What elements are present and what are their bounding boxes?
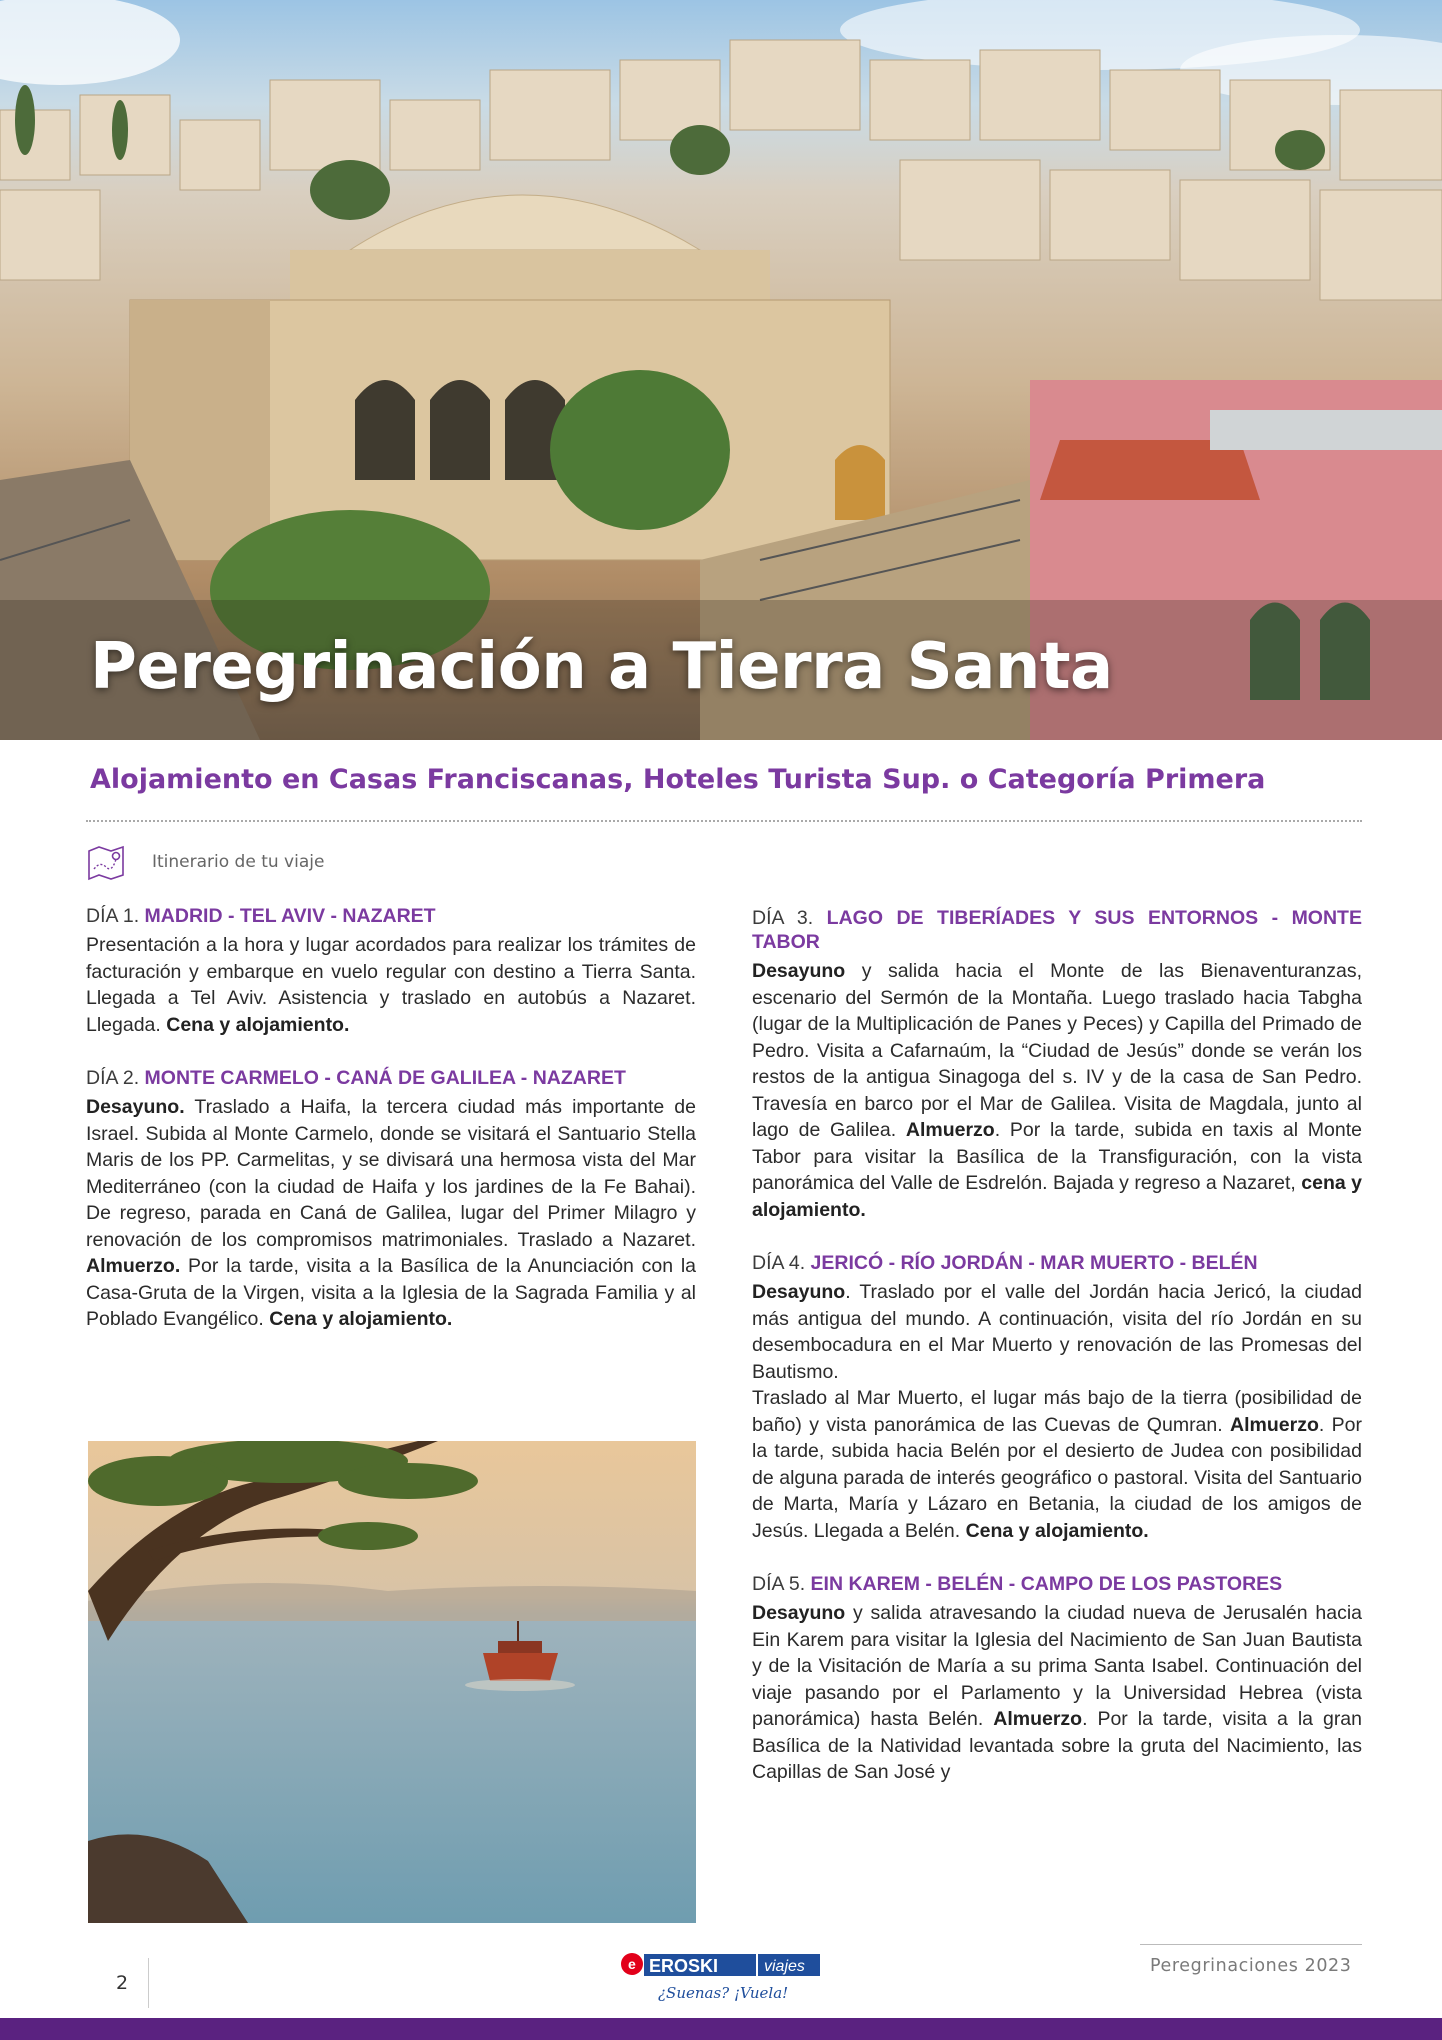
day-route: JERICÓ - RÍO JORDÁN - MAR MUERTO - BELÉN [810,1252,1258,1274]
page-number-divider [148,1958,149,2008]
day-3 [752,906,1362,1223]
day-heading [86,904,696,928]
day-number: DÍA 2. [86,1067,140,1089]
bottom-color-bar [0,2018,1442,2040]
dotted-divider [86,820,1362,822]
day-number: DÍA 1. [86,905,140,927]
day-route: MADRID - TEL AVIV - NAZARET [144,905,436,927]
day-route: LAGO DE TIBERÍADES Y SUS ENTORNOS - MONTE TABOR [752,907,1362,953]
page-number: 2 [116,1972,129,1994]
day-4 [752,1251,1362,1544]
day-description: Desayuno. Traslado a Haifa, la tercera ciudad más importante de Israel. Subida al Monte Carmelo, donde se visitará el Santuario Stella Maris de los PP. Carmelitas, y se divisará una hermosa vista del Mar Mediterráneo (con la ciudad de Haifa y los jardines de la Fe Bahai). De regreso, parada en Caná de Galilea, lugar del Primer Milagro y renovación de los compromisos matrimoniales. Traslado a Nazaret. Almuerzo. Por la tarde, visita a la Basílica de la Anunciación con la Casa-Gruta de la Virgen, visita a la Iglesia de la Sagrada Familia y al Poblado Evangélico. Cena y alojamiento. [86,1096,696,1330]
map-route-icon [86,843,126,881]
hero-image [0,0,1442,740]
day-heading [752,1251,1362,1275]
day-heading [86,1066,696,1090]
eroski-viajes-logo [618,1948,828,2008]
day-heading [752,906,1362,954]
svg-text:e: e [628,1956,636,1972]
itinerary-left-column [86,904,696,1361]
day-5 [752,1572,1362,1786]
day-2 [86,1066,696,1333]
day-route: EIN KAREM - BELÉN - CAMPO DE LOS PASTORES [810,1573,1283,1595]
day-number: DÍA 4. [752,1252,806,1274]
subtitle: Alojamiento en Casas Franciscanas, Hoteles Turista Sup. o Categoría Primera [90,764,1266,795]
svg-text:viajes: viajes [764,1958,805,1975]
itinerary-right-column [752,906,1362,1814]
svg-text:¿Suenas? ¡Vuela!: ¿Suenas? ¡Vuela! [658,1984,789,2002]
footer-rule [1140,1944,1362,1945]
day-route: MONTE CARMELO - CANÁ DE GALILEA - NAZARET [144,1067,626,1089]
day-description: Desayuno. Traslado por el valle del Jordán hacia Jericó, la ciudad más antigua del mundo. A continuación, visita del río Jordán en su desembocadura en el Mar Muerto y renovación de las Promesas del Bautismo. [752,1281,1362,1383]
day-description-2: Traslado al Mar Muerto, el lugar más bajo de la tierra (posibilidad de baño) y vista panorámica de las Cuevas de Qumran. Almuerzo. Por la tarde, subida hacia Belén por el desierto de Judea con posibilidad de alguna parada de interés geográfico o pastoral. Visita del Santuario de Marta, María y Lázaro en Betania, la ciudad de los amigos de Jesús. Llegada a Belén. Cena y alojamiento. [752,1387,1363,1542]
sea-of-galilee-photo [88,1441,696,1923]
day-heading [752,1572,1362,1596]
day-description: Presentación a la hora y lugar acordados para realizar los trámites de facturación y embarque en vuelo regular con destino a Tierra Santa. Llegada a Tel Aviv. Asistencia y traslado en autobús a Nazaret. Llegada. Cena y alojamiento. [86,934,696,1036]
catalog-label: Peregrinaciones 2023 [1150,1956,1352,1976]
day-number: DÍA 5. [752,1573,806,1595]
nazareth-basilica-photo [0,0,1442,740]
day-number: DÍA 3. [752,907,814,929]
day-1 [86,904,696,1038]
page-title: Peregrinación a Tierra Santa [90,630,1113,704]
day-description: Desayuno y salida atravesando la ciudad nueva de Jerusalén hacia Ein Karem para visitar la Iglesia del Nacimiento de San Juan Bautista y de la Visitación de María a su prima Santa Isabel. Continuación del viaje pasando por el Parlamento y la Universidad Hebrea (vista panorámica) hasta Belén. Almuerzo. Por la tarde, visita a la gran Basílica de la Natividad levantada sobre la gruta del Nacimiento, las Capillas de San José y [752,1602,1362,1783]
day-description: Desayuno y salida hacia el Monte de las Bienaventuranzas, escenario del Sermón de la Montaña. Luego traslado hacia Tabgha (lugar de la Multiplicación de Panes y Peces) y Capilla del Primado de Pedro. Visita a Cafarnaúm, la “Ciudad de Jesús” donde se verán los restos de la antigua Sinagoga del s. IV y de la casa de San Pedro. Travesía en barco por el Mar de Galilea. Visita de Magdala, junto al lago de Galilea. Almuerzo. Por la tarde, subida en taxis al Monte Tabor para visitar la Basílica de la Transfiguración, con la vista panorámica del Valle de Esdrelón. Bajada y regreso a Nazaret, cena y alojamiento. [752,960,1362,1221]
itinerary-label: Itinerario de tu viaje [152,852,325,872]
svg-text:EROSKI: EROSKI [649,1956,719,1976]
